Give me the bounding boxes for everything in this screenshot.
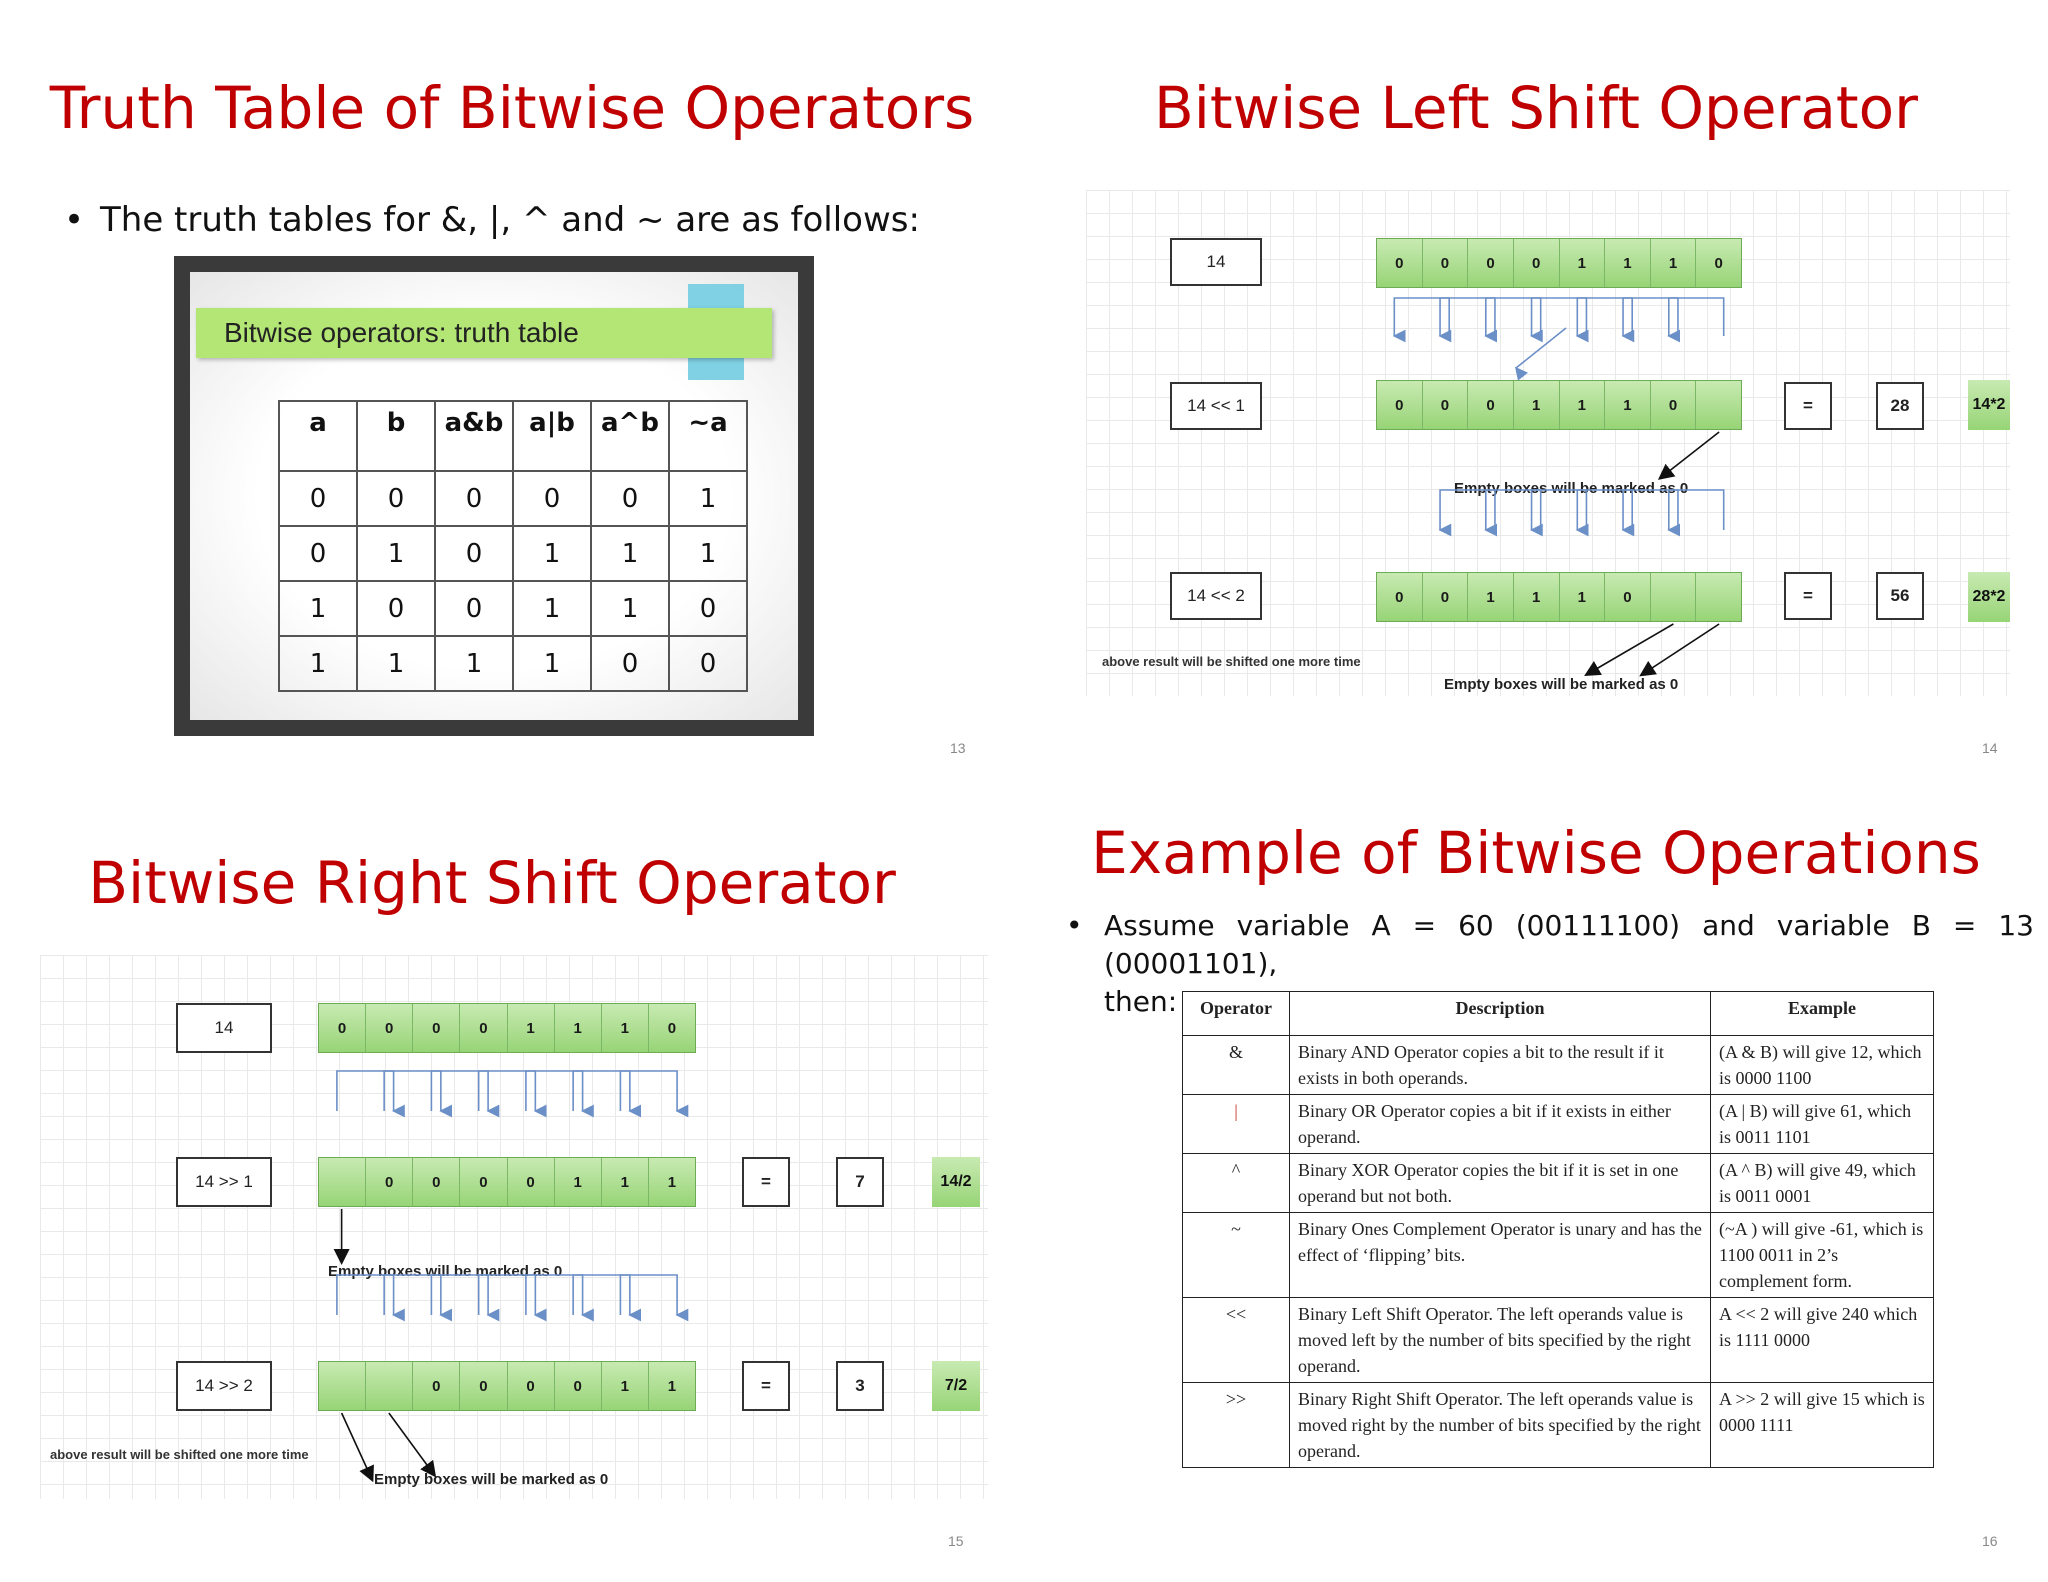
empty-boxes-note: Empty boxes will be marked as 0 [328,1263,563,1280]
description-cell: Binary Ones Complement Operator is unary and has the effect of ‘flipping’ bits. [1290,1213,1711,1298]
truth-table-header-cell: ~a [669,401,747,471]
truth-table-header-cell: a|b [513,401,591,471]
shift-again-note: above result will be shifted one more time [1102,654,1361,669]
table-row [1183,1298,1934,1383]
truth-table-cell: 1 [513,581,591,636]
shift-arrow [1394,298,1449,336]
bit-cell: 0 [1514,239,1560,287]
pointer-arrow [1664,432,1719,475]
truth-table-header-cell: b [357,401,435,471]
description-cell: Binary XOR Operator copies the bit if it is set in one operand but not both. [1290,1154,1711,1213]
shift-arrow [1577,490,1632,530]
formula-badge: 14*2 [1968,380,2010,430]
equals-box: = [1784,382,1832,430]
right-shift-diagram [40,955,988,1499]
truth-table-cell: 1 [669,526,747,581]
truth-table-cell: 0 [279,471,357,526]
bit-cell: 1 [508,1004,555,1052]
truth-table-cell: 0 [669,636,747,691]
left-shift-diagram [1086,190,2010,696]
truth-table-body [279,471,747,691]
table-row [1183,1095,1934,1154]
bit-cell: 0 [366,1158,413,1206]
bit-cell: 1 [1560,381,1606,429]
slide-title: Truth Table of Bitwise Operators [49,74,975,142]
formula-badge: 7/2 [932,1361,980,1411]
bullet-line-1: Assume variable A = 60 (00111100) and variable B = 13 (00001101), [1104,909,2034,980]
bit-cell: 0 [460,1158,507,1206]
bit-cell: 0 [460,1362,507,1410]
bit-cell: 1 [555,1004,602,1052]
truth-table-cell: 1 [513,526,591,581]
shift-arrow [620,1275,677,1315]
slide-title: Bitwise Left Shift Operator [1154,74,1918,142]
slide-right-shift [0,791,1024,1582]
result-box: 28 [1876,382,1924,430]
shift-arrow [1440,490,1495,530]
shift-arrows-icon [1086,190,2010,696]
shift-arrow [1623,490,1678,530]
bit-cell: 1 [1514,573,1560,621]
bit-cell: 1 [1605,381,1651,429]
bit-cell: 1 [602,1362,649,1410]
truth-table-cell: 1 [279,636,357,691]
example-cell: (A | B) will give 61, which is 0011 1101 [1711,1095,1934,1154]
formula-badge: 14/2 [932,1157,980,1207]
slide-left-shift [1024,0,2048,791]
description-cell: Binary Left Shift Operator. The left operands value is moved left by the number of bits specified by the right operand. [1290,1298,1711,1383]
bit-cell: 1 [602,1158,649,1206]
value-box-shift1: 14 << 1 [1170,382,1262,430]
table-row [279,636,747,691]
operator-cell: ^ [1183,1154,1290,1213]
bit-cell: 0 [555,1362,602,1410]
table-row [1183,1383,1934,1468]
shift-arrow [431,1071,488,1111]
shift-arrow [1669,298,1724,336]
truth-table-cell: 1 [591,526,669,581]
shift-arrow [431,1275,488,1315]
slide-truth-table [0,0,1024,791]
bullet-dot-icon: • [64,200,85,240]
shift-arrow [1486,490,1541,530]
truth-table-cell: 0 [357,471,435,526]
bit-cell: 1 [1651,239,1697,287]
bit-cell: 0 [366,1004,413,1052]
bit-cell: 0 [508,1158,555,1206]
bit-cell: 1 [649,1362,695,1410]
operator-cell: << [1183,1298,1290,1383]
pointer-arrow [1591,624,1673,672]
truth-table-cell: 0 [357,581,435,636]
empty-boxes-note-2: Empty boxes will be marked as 0 [1444,676,1679,693]
operator-table-header-cell: Description [1290,992,1711,1036]
empty-boxes-note: Empty boxes will be marked as 0 [1454,480,1689,497]
bullet-line-2: then: [1104,985,1178,1018]
shift-arrow [384,1275,441,1315]
pointer-arrow [342,1413,370,1475]
description-cell: Binary OR Operator copies a bit if it exists in either operand. [1290,1095,1711,1154]
shift-arrow [573,1071,630,1111]
value-box-14: 14 [1170,238,1262,286]
truth-table-cell: 0 [435,581,513,636]
truth-table-cell: 1 [591,581,669,636]
shift-arrow [337,1071,394,1111]
slide-bitwise-example [1024,791,2048,1582]
bit-cell: 1 [1605,239,1651,287]
shift-arrow [1577,298,1632,336]
example-cell: (A & B) will give 12, which is 0000 1100 [1711,1036,1934,1095]
bit-cell: 0 [1696,239,1741,287]
truth-table-cell: 1 [513,636,591,691]
pointer-arrow [389,1413,432,1471]
description-cell: Binary AND Operator copies a bit to the result if it exists in both operands. [1290,1036,1711,1095]
screenshot-paper [190,272,798,720]
table-row [1183,1213,1934,1298]
value-box-shift2: 14 << 2 [1170,572,1262,620]
operator-cell: >> [1183,1383,1290,1468]
value-box-shift2: 14 >> 2 [176,1361,272,1411]
table-row [1183,1154,1934,1213]
truth-table-cell: 0 [279,526,357,581]
value-box-shift1: 14 >> 1 [176,1157,272,1207]
operator-table-body [1183,1036,1934,1468]
example-cell: A >> 2 will give 15 which is 0000 1111 [1711,1383,1934,1468]
operator-table-header [1183,992,1934,1036]
truth-table-cell: 1 [279,581,357,636]
bit-cell: 1 [555,1158,602,1206]
bit-cell: 0 [508,1362,555,1410]
truth-table-cell: 0 [591,636,669,691]
bit-cell: 0 [1423,239,1469,287]
bit-cell: 1 [1560,239,1606,287]
page-number: 13 [950,740,966,756]
shift-arrow [479,1275,536,1315]
shift-arrow [1669,490,1724,530]
operator-cell: | [1183,1095,1290,1154]
example-cell: A << 2 will give 240 which is 1111 0000 [1711,1298,1934,1383]
result-box: 56 [1876,572,1924,620]
bit-cell: 0 [1605,573,1651,621]
shift-arrows-icon [40,955,988,1499]
bit-cell: 0 [1423,573,1469,621]
bit-cell: 1 [1560,573,1606,621]
bit-cell: 1 [649,1158,695,1206]
equals-box: = [742,1361,790,1411]
bit-cell: 1 [602,1004,649,1052]
bit-cell: 0 [413,1004,460,1052]
shift-arrow [526,1275,583,1315]
shift-arrow [1623,298,1678,336]
shift-arrow [1440,298,1495,336]
bit-cell: 0 [1423,381,1469,429]
operator-table-header-cell: Example [1711,992,1934,1036]
bit-cell: 1 [1468,573,1514,621]
bit-cell: 1 [1514,381,1560,429]
bit-cell: 0 [413,1158,460,1206]
equals-box: = [1784,572,1832,620]
formula-badge: 28*2 [1968,572,2010,622]
truth-table-cell: 0 [591,471,669,526]
equals-box: = [742,1157,790,1207]
slide-title: Bitwise Right Shift Operator [88,849,896,917]
shift-arrow [1532,490,1587,530]
bit-cell: 0 [1468,239,1514,287]
truth-table-header-cell: a^b [591,401,669,471]
bit-cell: 0 [1377,239,1423,287]
truth-table-cell: 0 [435,471,513,526]
value-box-14: 14 [176,1003,272,1053]
page-number: 16 [1982,1533,1998,1549]
truth-table-cell: 1 [435,636,513,691]
shift-arrow [1486,298,1541,336]
truth-table-header [279,401,747,471]
truth-table-cell: 1 [357,526,435,581]
bit-cell: 0 [1651,381,1697,429]
page-number: 15 [948,1533,964,1549]
table-row [1183,1036,1934,1095]
page-number: 14 [1982,740,1998,756]
shift-arrow [479,1071,536,1111]
bit-cell: 0 [1377,573,1423,621]
shift-arrow [1532,298,1587,336]
bullet-dot-icon: • [1066,909,1083,942]
banner-title: Bitwise operators: truth table [196,308,772,358]
bit-cell: 0 [319,1004,366,1052]
bullet-text [64,200,920,240]
result-box: 3 [836,1361,884,1411]
example-cell: (~A ) will give -61, which is 1100 0011 in 2’s complement form. [1711,1213,1934,1298]
table-row [279,526,747,581]
pointer-arrow [1646,624,1719,672]
shift-arrow [620,1071,677,1111]
shift-again-note: above result will be shifted one more time [50,1447,309,1462]
bit-cell: 0 [460,1004,507,1052]
operator-cell: ~ [1183,1213,1290,1298]
truth-table-header-cell: a&b [435,401,513,471]
shift-arrow [384,1071,441,1111]
operator-table-header-cell: Operator [1183,992,1290,1036]
description-cell: Binary Right Shift Operator. The left operands value is moved right by the number of bits specified by the right operand. [1290,1383,1711,1468]
shift-arrow [573,1275,630,1315]
empty-boxes-note-2: Empty boxes will be marked as 0 [374,1471,609,1488]
shift-arrow [337,1275,394,1315]
truth-table-cell: 1 [357,636,435,691]
bit-cell: 0 [1377,381,1423,429]
truth-table-cell: 0 [435,526,513,581]
table-row [279,471,747,526]
shift-arrow [526,1071,583,1111]
truth-table-cell: 1 [669,471,747,526]
bit-cell: 0 [413,1362,460,1410]
truth-table [278,400,748,692]
result-box: 7 [836,1157,884,1207]
table-row [279,581,747,636]
truth-table-header-cell: a [279,401,357,471]
example-cell: (A ^ B) will give 49, which is 0011 0001 [1711,1154,1934,1213]
truth-table-cell: 0 [669,581,747,636]
truth-table-cell: 0 [513,471,591,526]
operator-table [1182,991,1934,1468]
bit-cell: 0 [649,1004,695,1052]
operator-cell: & [1183,1036,1290,1095]
bit-cell: 0 [1468,381,1514,429]
bullet-label: The truth tables for &, |, ^ and ~ are as follows: [100,200,920,240]
truth-table-screenshot [174,256,814,736]
slide-title: Example of Bitwise Operations [1091,819,1981,887]
